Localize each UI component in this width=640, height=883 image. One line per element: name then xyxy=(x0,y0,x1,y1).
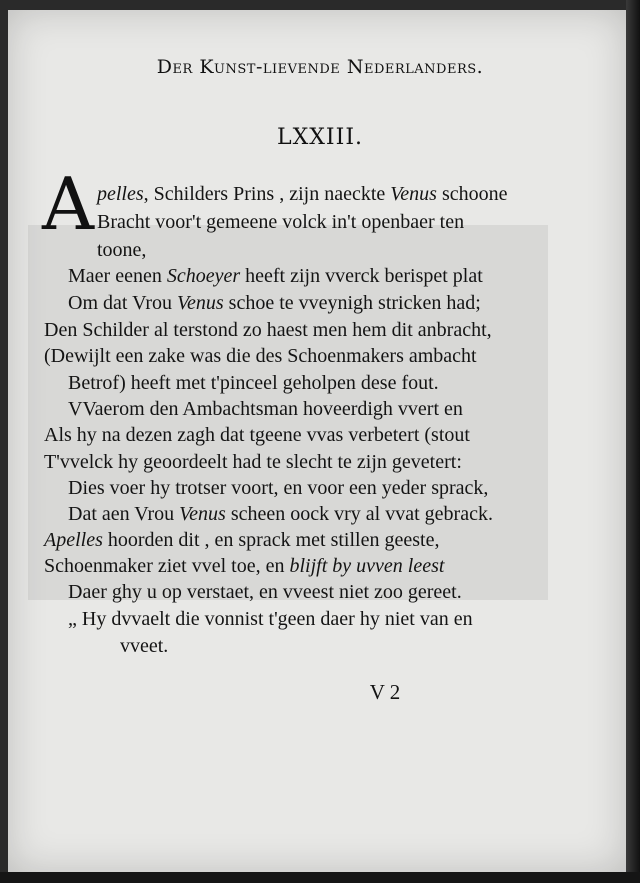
drop-cap: A xyxy=(42,162,94,246)
poem-line: „ Hy dvvaelt die vonnist t'geen daer hy niet van en xyxy=(68,608,473,630)
section-number: LXXIII. xyxy=(277,125,363,150)
poem-line: vveet. xyxy=(120,635,169,657)
running-head: Der Kunst-lievende Nederlanders. xyxy=(156,56,484,78)
poem-line: Bracht voor't gemeene volck in't openbaer ten xyxy=(97,211,465,233)
poem-line: Om dat Vrou Venus schoe te vveynigh stricken had; xyxy=(68,292,481,314)
poem-line: Als hy na dezen zagh dat tgeene vvas verbetert (stout xyxy=(44,424,470,446)
poem-line: Den Schilder al terstond zo haest men hem dit anbracht, xyxy=(44,319,492,341)
poem-line: toone, xyxy=(97,239,147,261)
poem-line: Schoenmaker ziet vvel toe, en blijft by uvven leest xyxy=(44,555,445,577)
poem-line: Dies voer hy trotser voort, en voor een yeder sprack, xyxy=(68,477,489,499)
signature-mark: V 2 xyxy=(369,680,401,704)
poem-line: T'vvelck hy geoordeelt had te slecht te zijn gevetert: xyxy=(44,451,462,473)
poem-line: Maer eenen Schoeyer heeft zijn vverck berispet plat xyxy=(68,265,483,287)
poem-line: pelles, Schilders Prins , zijn naeckte Venus schoone xyxy=(97,183,508,205)
poem-line: VVaerom den Ambachtsman hoveerdigh vvert en xyxy=(68,398,463,420)
poem-line: Dat aen Vrou Venus scheen oock vry al vvat gebrack. xyxy=(68,503,493,525)
poem-line: Apelles hoorden dit , en sprack met stillen geeste, xyxy=(44,529,440,551)
poem-line: Daer ghy u op verstaet, en vveest niet zoo gereet. xyxy=(68,581,462,603)
poem-line: Betrof) heeft met t'pinceel geholpen dese fout. xyxy=(68,372,439,394)
poem-line: (Dewijlt een zake was die des Schoenmakers ambacht xyxy=(44,345,477,367)
